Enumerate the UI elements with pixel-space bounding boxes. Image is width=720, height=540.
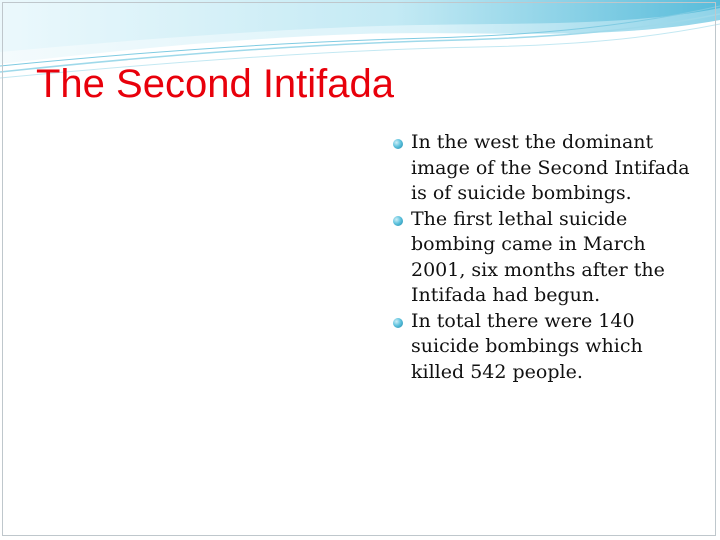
bullet-dot-icon (393, 318, 403, 328)
bullet-text: The first lethal suicide bombing came in March 2001, six months after the Intifada had begun. (411, 207, 665, 306)
bullet-item (393, 130, 693, 207)
bullet-dot-icon (393, 139, 403, 149)
bullet-dot-icon (393, 216, 403, 226)
bullet-item (393, 309, 693, 386)
bullet-text: In total there were 140 suicide bombings which killed 542 people. (411, 309, 643, 383)
bullet-list (393, 130, 693, 385)
slide-title: The Second Intifada (36, 62, 395, 106)
bullet-item (393, 207, 693, 309)
bullet-text: In the west the dominant image of the Second Intifada is of suicide bombings. (411, 131, 690, 204)
